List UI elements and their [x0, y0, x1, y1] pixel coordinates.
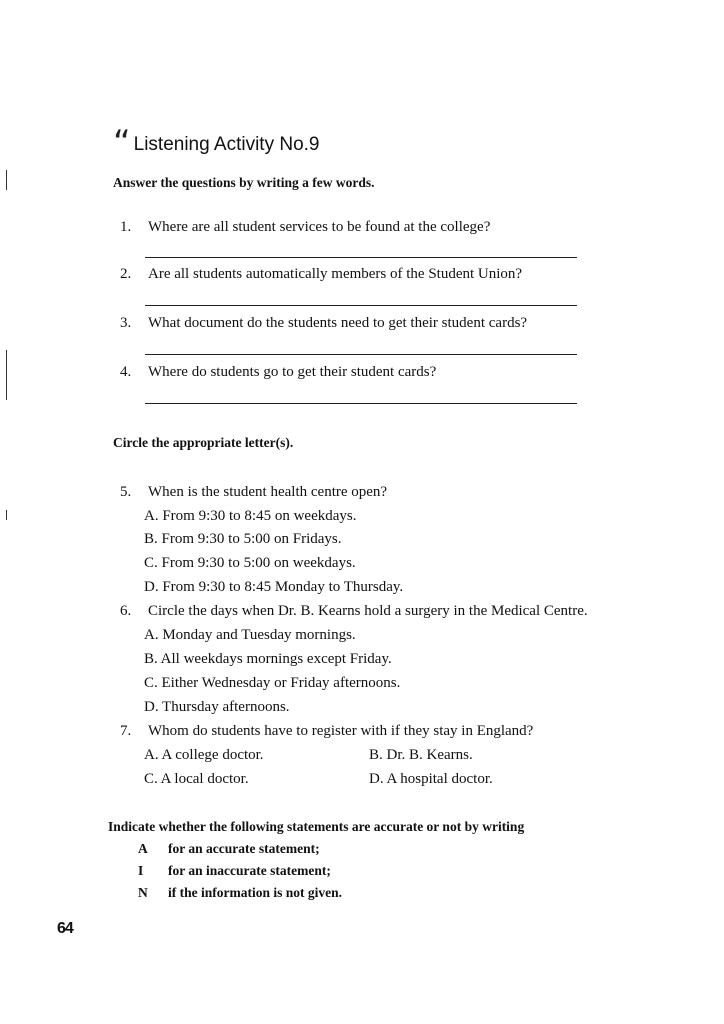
- question-text: Circle the days when Dr. B. Kearns hold a surgery in the Medical Centre.: [148, 603, 588, 619]
- question-text: Are all students automatically members of the Student Union?: [148, 266, 523, 282]
- option-6d[interactable]: D. Thursday afternoons.: [144, 699, 290, 715]
- page-number: 64: [57, 920, 73, 937]
- question-3: [120, 315, 527, 332]
- scan-edge-mark: [6, 510, 7, 520]
- question-number: 3.: [120, 315, 132, 331]
- scan-edge-mark: [6, 170, 7, 190]
- answer-line-4[interactable]: [145, 403, 577, 404]
- question-text: When is the student health centre open?: [148, 484, 388, 500]
- question-2: [120, 266, 522, 283]
- section3-instruction: Indicate whether the following statements are accurate or not by writing: [108, 819, 525, 834]
- section1-instruction: Answer the questions by writing a few words.: [113, 175, 375, 190]
- key-accurate: [138, 841, 320, 857]
- section2-instruction: Circle the appropriate letter(s).: [113, 435, 294, 450]
- question-6: [120, 603, 588, 620]
- key-letter: A: [138, 841, 148, 856]
- option-7c[interactable]: C. A local doctor.: [144, 771, 249, 787]
- answer-line-3[interactable]: [145, 354, 577, 355]
- question-number: 7.: [120, 723, 132, 739]
- quote-mark-icon: “: [113, 123, 131, 163]
- question-number: 6.: [120, 603, 132, 619]
- page-title: Listening Activity No.9: [133, 134, 320, 155]
- question-5: [120, 484, 387, 501]
- answer-line-2[interactable]: [145, 305, 577, 306]
- question-text: Where do students go to get their student cards?: [148, 364, 437, 380]
- key-inaccurate: [138, 863, 331, 879]
- answer-line-1[interactable]: [145, 257, 577, 258]
- question-7: [120, 723, 533, 740]
- scan-edge-mark: [6, 350, 7, 400]
- option-6a[interactable]: A. Monday and Tuesday mornings.: [144, 627, 356, 643]
- question-text: Where are all student services to be found at the college?: [148, 219, 491, 235]
- option-5a[interactable]: A. From 9:30 to 8:45 on weekdays.: [144, 508, 357, 524]
- key-letter: I: [138, 863, 144, 878]
- key-not-given: [138, 885, 342, 901]
- question-1: [120, 219, 490, 236]
- option-5d[interactable]: D. From 9:30 to 8:45 Monday to Thursday.: [144, 579, 404, 595]
- question-text: Whom do students have to register with if they stay in England?: [148, 723, 534, 739]
- question-text: What document do the students need to get their student cards?: [148, 315, 528, 331]
- option-5c[interactable]: C. From 9:30 to 5:00 on weekdays.: [144, 555, 356, 571]
- question-number: 2.: [120, 266, 132, 282]
- option-6c[interactable]: C. Either Wednesday or Friday afternoons.: [144, 675, 401, 691]
- question-number: 1.: [120, 219, 132, 235]
- option-7d[interactable]: D. A hospital doctor.: [369, 771, 493, 787]
- question-4: [120, 364, 436, 381]
- key-text: for an inaccurate statement;: [168, 863, 331, 878]
- question-number: 5.: [120, 484, 132, 500]
- option-5b[interactable]: B. From 9:30 to 5:00 on Fridays.: [144, 531, 342, 547]
- question-number: 4.: [120, 364, 132, 380]
- key-letter: N: [138, 885, 148, 900]
- option-7b[interactable]: B. Dr. B. Kearns.: [369, 747, 473, 763]
- option-6b[interactable]: B. All weekdays mornings except Friday.: [144, 651, 392, 667]
- option-7a[interactable]: A. A college doctor.: [144, 747, 264, 763]
- activity-header: [113, 123, 320, 163]
- key-text: for an accurate statement;: [168, 841, 320, 856]
- key-text: if the information is not given.: [168, 885, 342, 900]
